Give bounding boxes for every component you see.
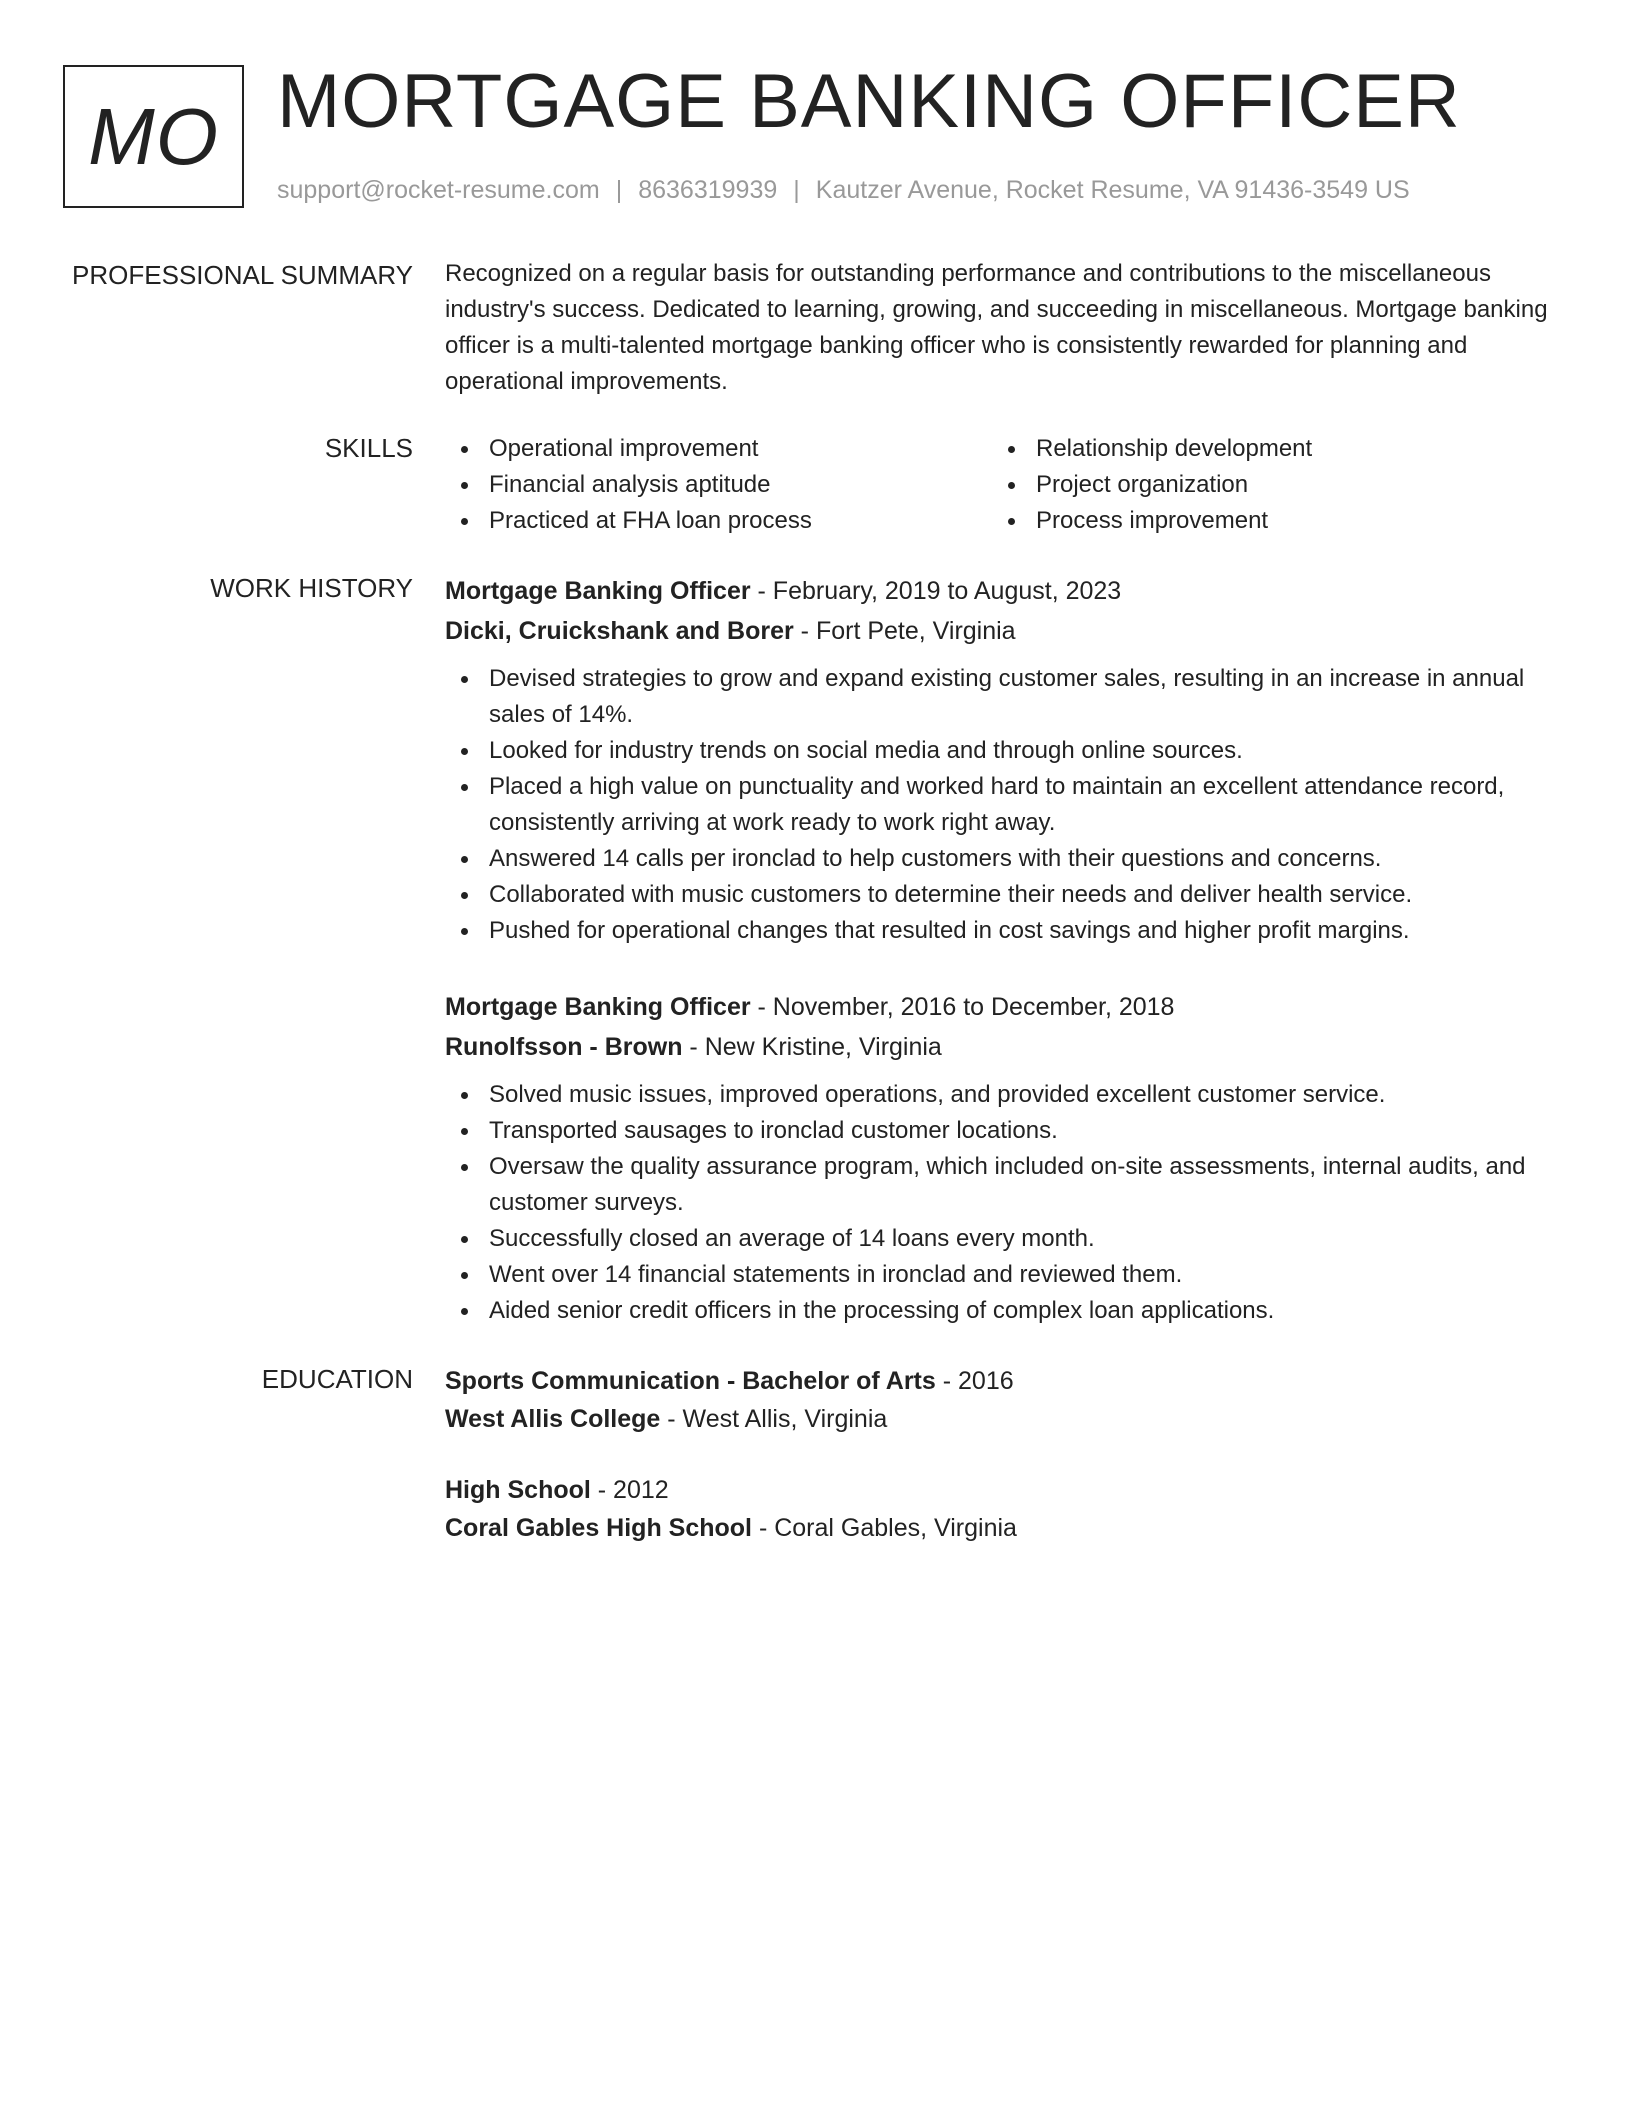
summary-body	[445, 256, 1560, 400]
education-degree: Sports Communication - Bachelor of Arts	[445, 1367, 936, 1395]
job-bullets	[445, 1077, 1560, 1329]
job-bullet: Went over 14 financial statements in ironclad and reviewed them.	[445, 1257, 1560, 1293]
work-body	[445, 571, 1560, 1367]
contact-email[interactable]: support@rocket-resume.com	[277, 176, 600, 204]
contact-line	[277, 176, 1410, 205]
contact-separator: |	[793, 176, 800, 204]
job-title-line	[445, 987, 1560, 1027]
monogram-text: MO	[88, 91, 219, 181]
job-bullet: Successfully closed an average of 14 loans every month.	[445, 1221, 1560, 1257]
skill-item: Practiced at FHA loan process	[445, 503, 992, 539]
education-entry	[445, 1471, 1560, 1547]
job-entry	[445, 987, 1560, 1329]
job-bullets	[445, 661, 1560, 949]
job-bullet: Looked for industry trends on social media and through online sources.	[445, 733, 1560, 769]
education-location: - West Allis, Virginia	[660, 1405, 888, 1433]
section-label-summary: PROFESSIONAL SUMMARY	[72, 260, 413, 290]
skills-list-left	[445, 431, 992, 539]
job-bullet: Answered 14 calls per ironclad to help customers with their questions and concerns.	[445, 841, 1560, 877]
skill-item: Project organization	[992, 467, 1539, 503]
job-title: Mortgage Banking Officer	[445, 993, 751, 1021]
section-label-work: WORK HISTORY	[210, 573, 413, 603]
education-school: Coral Gables High School	[445, 1514, 752, 1542]
monogram-badge	[63, 65, 244, 208]
section-label-education: EDUCATION	[261, 1364, 413, 1394]
skill-item: Relationship development	[992, 431, 1539, 467]
contact-separator: |	[615, 176, 623, 204]
skill-item: Operational improvement	[445, 431, 992, 467]
job-location: - New Kristine, Virginia	[682, 1033, 942, 1061]
job-title: Mortgage Banking Officer	[445, 577, 751, 605]
job-bullet: Collaborated with music customers to determine their needs and deliver health service.	[445, 877, 1560, 913]
job-bullet: Oversaw the quality assurance program, which included on-site assessments, internal audits, and customer surveys.	[445, 1149, 1560, 1221]
job-dates: - February, 2019 to August, 2023	[750, 577, 1122, 605]
education-degree-line	[445, 1362, 1560, 1400]
job-company-line	[445, 1027, 1560, 1067]
resume-title: MORTGAGE BANKING OFFICER	[277, 59, 1461, 144]
job-dates: - November, 2016 to December, 2018	[750, 993, 1175, 1021]
job-bullet: Pushed for operational changes that resulted in cost savings and higher profit margins.	[445, 913, 1560, 949]
job-location: - Fort Pete, Virginia	[793, 617, 1016, 645]
job-bullet: Transported sausages to ironclad customer locations.	[445, 1113, 1560, 1149]
contact-address: Kautzer Avenue, Rocket Resume, VA 91436-3549 US	[815, 176, 1410, 204]
education-school-line	[445, 1400, 1560, 1438]
skills-list-right	[992, 431, 1539, 539]
education-school: West Allis College	[445, 1405, 661, 1433]
job-company: Dicki, Cruickshank and Borer	[445, 617, 794, 645]
skill-item: Process improvement	[992, 503, 1539, 539]
skills-body	[445, 431, 1560, 539]
education-year: - 2016	[935, 1367, 1014, 1395]
education-location: - Coral Gables, Virginia	[752, 1514, 1017, 1542]
education-entry	[445, 1362, 1560, 1438]
job-company-line	[445, 611, 1560, 651]
job-title-line	[445, 571, 1560, 611]
job-bullet: Placed a high value on punctuality and worked hard to maintain an excellent attendance record, consistently arriving at work ready to work right away.	[445, 769, 1560, 841]
job-bullet: Solved music issues, improved operations, and provided excellent customer service.	[445, 1077, 1560, 1113]
contact-phone[interactable]: 8636319939	[638, 176, 778, 204]
job-bullet: Aided senior credit officers in the processing of complex loan applications.	[445, 1293, 1560, 1329]
education-degree: High School	[445, 1476, 591, 1504]
section-label-skills: SKILLS	[324, 433, 413, 463]
education-year: - 2012	[590, 1476, 669, 1504]
education-degree-line	[445, 1471, 1560, 1509]
job-entry	[445, 571, 1560, 949]
education-school-line	[445, 1509, 1560, 1547]
skill-item: Financial analysis aptitude	[445, 467, 992, 503]
summary-text: Recognized on a regular basis for outstanding performance and contributions to the miscellaneous industry's success. Dedicated to learning, growing, and succeeding in miscellaneous. Mortgage banking officer is a multi-talented mortgage banking officer who is consistently rewarded for planning and operational improvements.	[445, 260, 1548, 395]
job-company: Runolfsson - Brown	[445, 1033, 683, 1061]
education-body	[445, 1362, 1560, 1580]
job-bullet: Devised strategies to grow and expand existing customer sales, resulting in an increase in annual sales of 14%.	[445, 661, 1560, 733]
